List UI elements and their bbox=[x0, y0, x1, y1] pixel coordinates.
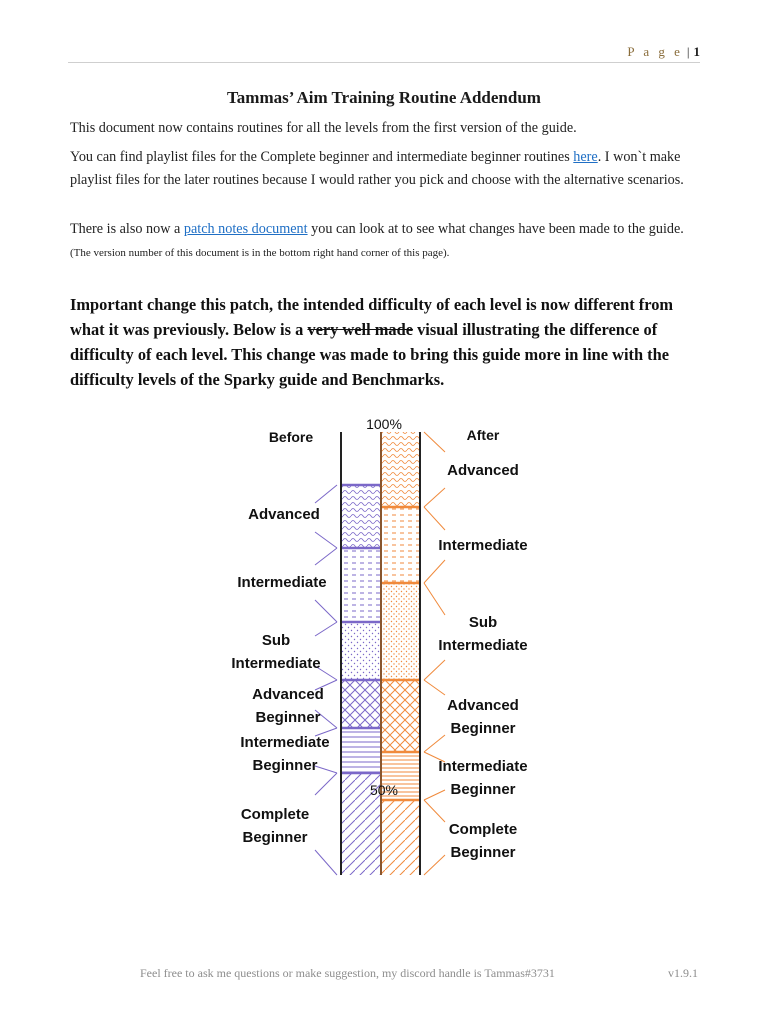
before-heading: Before bbox=[268, 429, 314, 445]
after-intermediate-segment bbox=[382, 507, 420, 583]
after-advanced-beginner-segment bbox=[382, 680, 420, 752]
document-title: Tammas’ Aim Training Routine Addendum bbox=[227, 88, 541, 107]
important-text-after: visual illustrating the difference of difficulty of each level. This change was made to bring this guide more in line with the difficulty levels of the Sparky guide and Benchmarks. bbox=[70, 320, 670, 389]
version-note: (The version number of this document is in the bottom right hand corner of this page). bbox=[70, 247, 450, 259]
after-label-advanced-beginner: Advanced Beginner bbox=[447, 697, 519, 737]
difficulty-diagram bbox=[215, 410, 545, 890]
footer-version: v1.9.1 bbox=[668, 966, 698, 980]
difficulty-diagram-svg bbox=[215, 410, 545, 885]
page-header bbox=[627, 44, 700, 60]
before-sub-intermediate-segment bbox=[341, 622, 381, 680]
after-sub-intermediate-segment bbox=[382, 583, 420, 680]
page-word: P a g e bbox=[627, 44, 683, 59]
playlist-text-after: . I won`t make playlist files for the later routines because I would rather you pick and choose with the alternative scenarios. bbox=[70, 149, 684, 188]
before-intermediate-beginner-segment bbox=[341, 728, 381, 773]
playlist-text-before: You can find playlist files for the Complete beginner and intermediate beginner routines bbox=[70, 149, 574, 165]
after-label-advanced: Advanced bbox=[447, 462, 519, 479]
header-rule bbox=[68, 62, 700, 63]
before-label-advanced-beginner: Advanced Beginner bbox=[252, 686, 324, 726]
patch-notes-paragraph bbox=[70, 218, 698, 265]
after-label-intermediate: Intermediate bbox=[438, 537, 528, 554]
after-label-sub-intermediate: Sub Intermediate bbox=[438, 614, 528, 654]
top-percent-label: 100% bbox=[366, 416, 402, 432]
patch-text-after: you can look at to see what changes have been made to the guide. bbox=[307, 221, 684, 237]
important-text-before: Important change this patch, the intended difficulty of each level is now different from what it was previously. Below is a bbox=[70, 295, 674, 339]
after-label-complete-beginner: Complete Beginner bbox=[448, 821, 518, 861]
playlist-paragraph bbox=[70, 146, 698, 192]
footer-message: Feel free to ask me questions or make suggestion, my discord handle is Tammas#3731 bbox=[140, 966, 555, 980]
after-heading: After bbox=[466, 427, 500, 443]
after-label-intermediate-beginner: Intermediate Beginner bbox=[438, 758, 528, 798]
before-advanced-beginner-segment bbox=[341, 680, 381, 728]
before-label-intermediate: Intermediate bbox=[237, 574, 327, 591]
before-intermediate-segment bbox=[341, 548, 381, 622]
before-brackets bbox=[315, 485, 337, 875]
patch-text-before: There is also now a bbox=[70, 221, 184, 237]
patch-notes-link[interactable]: patch notes document bbox=[183, 221, 308, 237]
after-advanced-segment bbox=[382, 432, 420, 507]
playlist-here-link[interactable]: here bbox=[573, 149, 598, 165]
mid-percent-label: 50% bbox=[369, 782, 399, 798]
important-change-paragraph bbox=[70, 292, 704, 392]
before-label-advanced: Advanced bbox=[248, 506, 320, 523]
before-advanced-segment bbox=[341, 485, 381, 548]
struck-phrase: very well made bbox=[307, 320, 413, 339]
before-label-intermediate-beginner: Intermediate Beginner bbox=[240, 734, 330, 774]
page-separator: | bbox=[686, 44, 690, 59]
before-label-complete-beginner: Complete Beginner bbox=[240, 806, 310, 846]
intro-paragraph: This document now contains routines for all the levels from the first version of the guide. bbox=[70, 120, 577, 136]
page-number: 1 bbox=[693, 44, 700, 59]
before-label-sub-intermediate: Sub Intermediate bbox=[231, 632, 321, 672]
after-complete-beginner-segment bbox=[382, 800, 420, 875]
